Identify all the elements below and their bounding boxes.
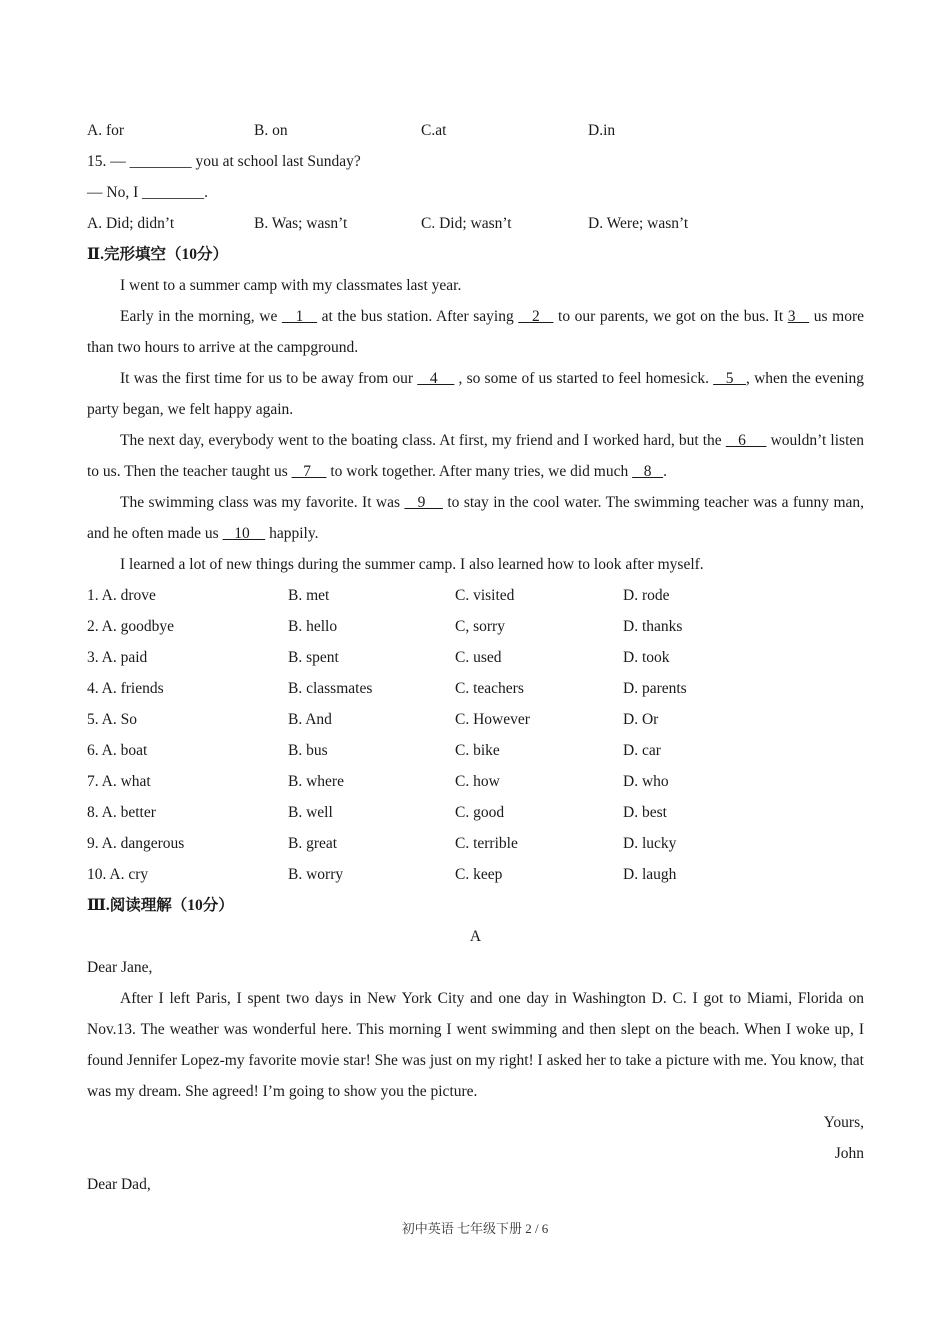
choice-option: D. car [623,742,661,759]
choice-option: B. bus [288,742,328,759]
reading-label: A [469,928,482,945]
letter-greeting-2: Dear Dad, [87,1176,151,1193]
choice-option: B. And [288,711,332,728]
passage-paragraph-2: Early in the morning, we 1 at the bus station. After saying 2 to our parents, we got on the bus. It 3 us more than two hours to arrive at the campground. [87,308,864,356]
exam-page [87,115,864,1200]
section-2-heading [87,239,864,270]
choice-option: C. terrible [455,835,518,852]
passage-paragraph-1: I went to a summer camp with my classmates last year. [120,277,462,294]
option-a: A. for [87,122,125,139]
q15-options [87,208,864,239]
option-a: A. Did; didn’t [87,215,175,232]
choice-option: 1. A. drove [87,587,156,604]
choice-option: 2. A. goodbye [87,618,174,635]
section-title: Ⅱ.完形填空 [87,246,166,263]
q15-question: 15. — ________ you at school last Sunday? [87,153,361,170]
choice-option: 3. A. paid [87,649,148,666]
letter-body: After I left Paris, I spent two days in New York City and one day in Washington D. C. I got to Miami, Florida on Nov.13. The weather was wonderful here. This morning I went swimming and then slept on the beach. When I woke up, I found Jennifer Lopez-my favorite movie star! She was just on my right! I asked her to take a picture with me. You know, that was my dream. She agreed! I’m going to show you the picture. [87,990,864,1100]
choice-option: B. worry [288,866,344,883]
choice-option: 10. A. cry [87,866,149,883]
passage-paragraph-5: The swimming class was my favorite. It was 9 to stay in the cool water. The swimming teacher was a funny man, and he often made us 10 happily. [87,494,865,542]
option-b: B. Was; wasn’t [254,215,348,232]
choice-option: D. Or [623,711,659,728]
blank-4: 4 [417,370,455,387]
choice-option: C. bike [455,742,500,759]
choice-option: C. how [455,773,500,790]
passage-paragraph-6: I learned a lot of new things during the summer camp. I also learned how to look after myself. [120,556,704,573]
blank-1: 1 [281,308,318,325]
blank-3: 3 [787,308,810,325]
choice-option: C. teachers [455,680,524,697]
choice-row [87,828,864,859]
choice-option: D. rode [623,587,670,604]
choice-option: 9. A. dangerous [87,835,185,852]
option-c: C.at [421,122,447,139]
choice-row [87,580,864,611]
choice-option: D. thanks [623,618,683,635]
blank-7: 7 [291,463,327,480]
section-score: （10分） [171,897,234,914]
choice-option: D. laugh [623,866,677,883]
choice-option: 5. A. So [87,711,137,728]
choice-option: B. hello [288,618,338,635]
choice-option: C. visited [455,587,515,604]
section-score: （10分） [165,246,228,263]
choice-option: B. well [288,804,333,821]
choice-option: B. great [288,835,338,852]
choice-option: C. However [455,711,530,728]
choice-row [87,766,864,797]
choice-option: C. good [455,804,505,821]
choice-row [87,611,864,642]
q14-options [87,115,864,146]
blank-10: 10 [222,525,266,542]
choice-option: C. used [455,649,502,666]
blank-8: 8 [632,463,664,480]
passage-paragraph-3: It was the first time for us to be away from our 4 , so some of us started to feel homesick. 5 , when the evening party began, we felt happy again. [87,370,865,418]
choice-option: 7. A. what [87,773,151,790]
option-d: D.in [588,122,616,139]
cloze-choices [87,580,864,890]
choice-row [87,642,864,673]
passage-paragraph-4: The next day, everybody went to the boating class. At first, my friend and I worked hard, but the 6 wouldn’t listen to us. Then the teacher taught us 7 to work together. After many tries, we did much 8 . [87,432,865,480]
option-d: D. Were; wasn’t [588,215,689,232]
blank-2: 2 [518,308,554,325]
blank-6: 6 [725,432,767,449]
option-c: C. Did; wasn’t [421,215,512,232]
letter-greeting: Dear Jane, [87,959,153,976]
option-b: B. on [254,122,288,139]
choice-option: 8. A. better [87,804,156,821]
choice-option: D. who [623,773,669,790]
letter-closing: Yours, [823,1114,864,1131]
choice-option: D. parents [623,680,687,697]
blank-9: 9 [404,494,443,511]
letter-signature: John [834,1145,864,1162]
choice-row [87,797,864,828]
choice-option: D. best [623,804,667,821]
choice-row [87,704,864,735]
choice-option: C, sorry [455,618,505,635]
choice-option: B. classmates [288,680,373,697]
choice-row [87,735,864,766]
section-3-heading [87,890,864,921]
choice-option: B. met [288,587,330,604]
choice-option: B. spent [288,649,339,666]
choice-option: 4. A. friends [87,680,164,697]
page-footer: 初中英语 七年级下册 2 / 6 [401,1221,549,1236]
choice-row [87,859,864,890]
blank-5: 5 [713,370,747,387]
choice-row [87,673,864,704]
choice-option: D. took [623,649,670,666]
choice-option: D. lucky [623,835,677,852]
q15-answer: — No, I ________. [87,184,208,201]
choice-option: C. keep [455,866,503,883]
choice-option: B. where [288,773,344,790]
choice-option: 6. A. boat [87,742,148,759]
section-title: Ⅲ.阅读理解 [87,897,172,914]
